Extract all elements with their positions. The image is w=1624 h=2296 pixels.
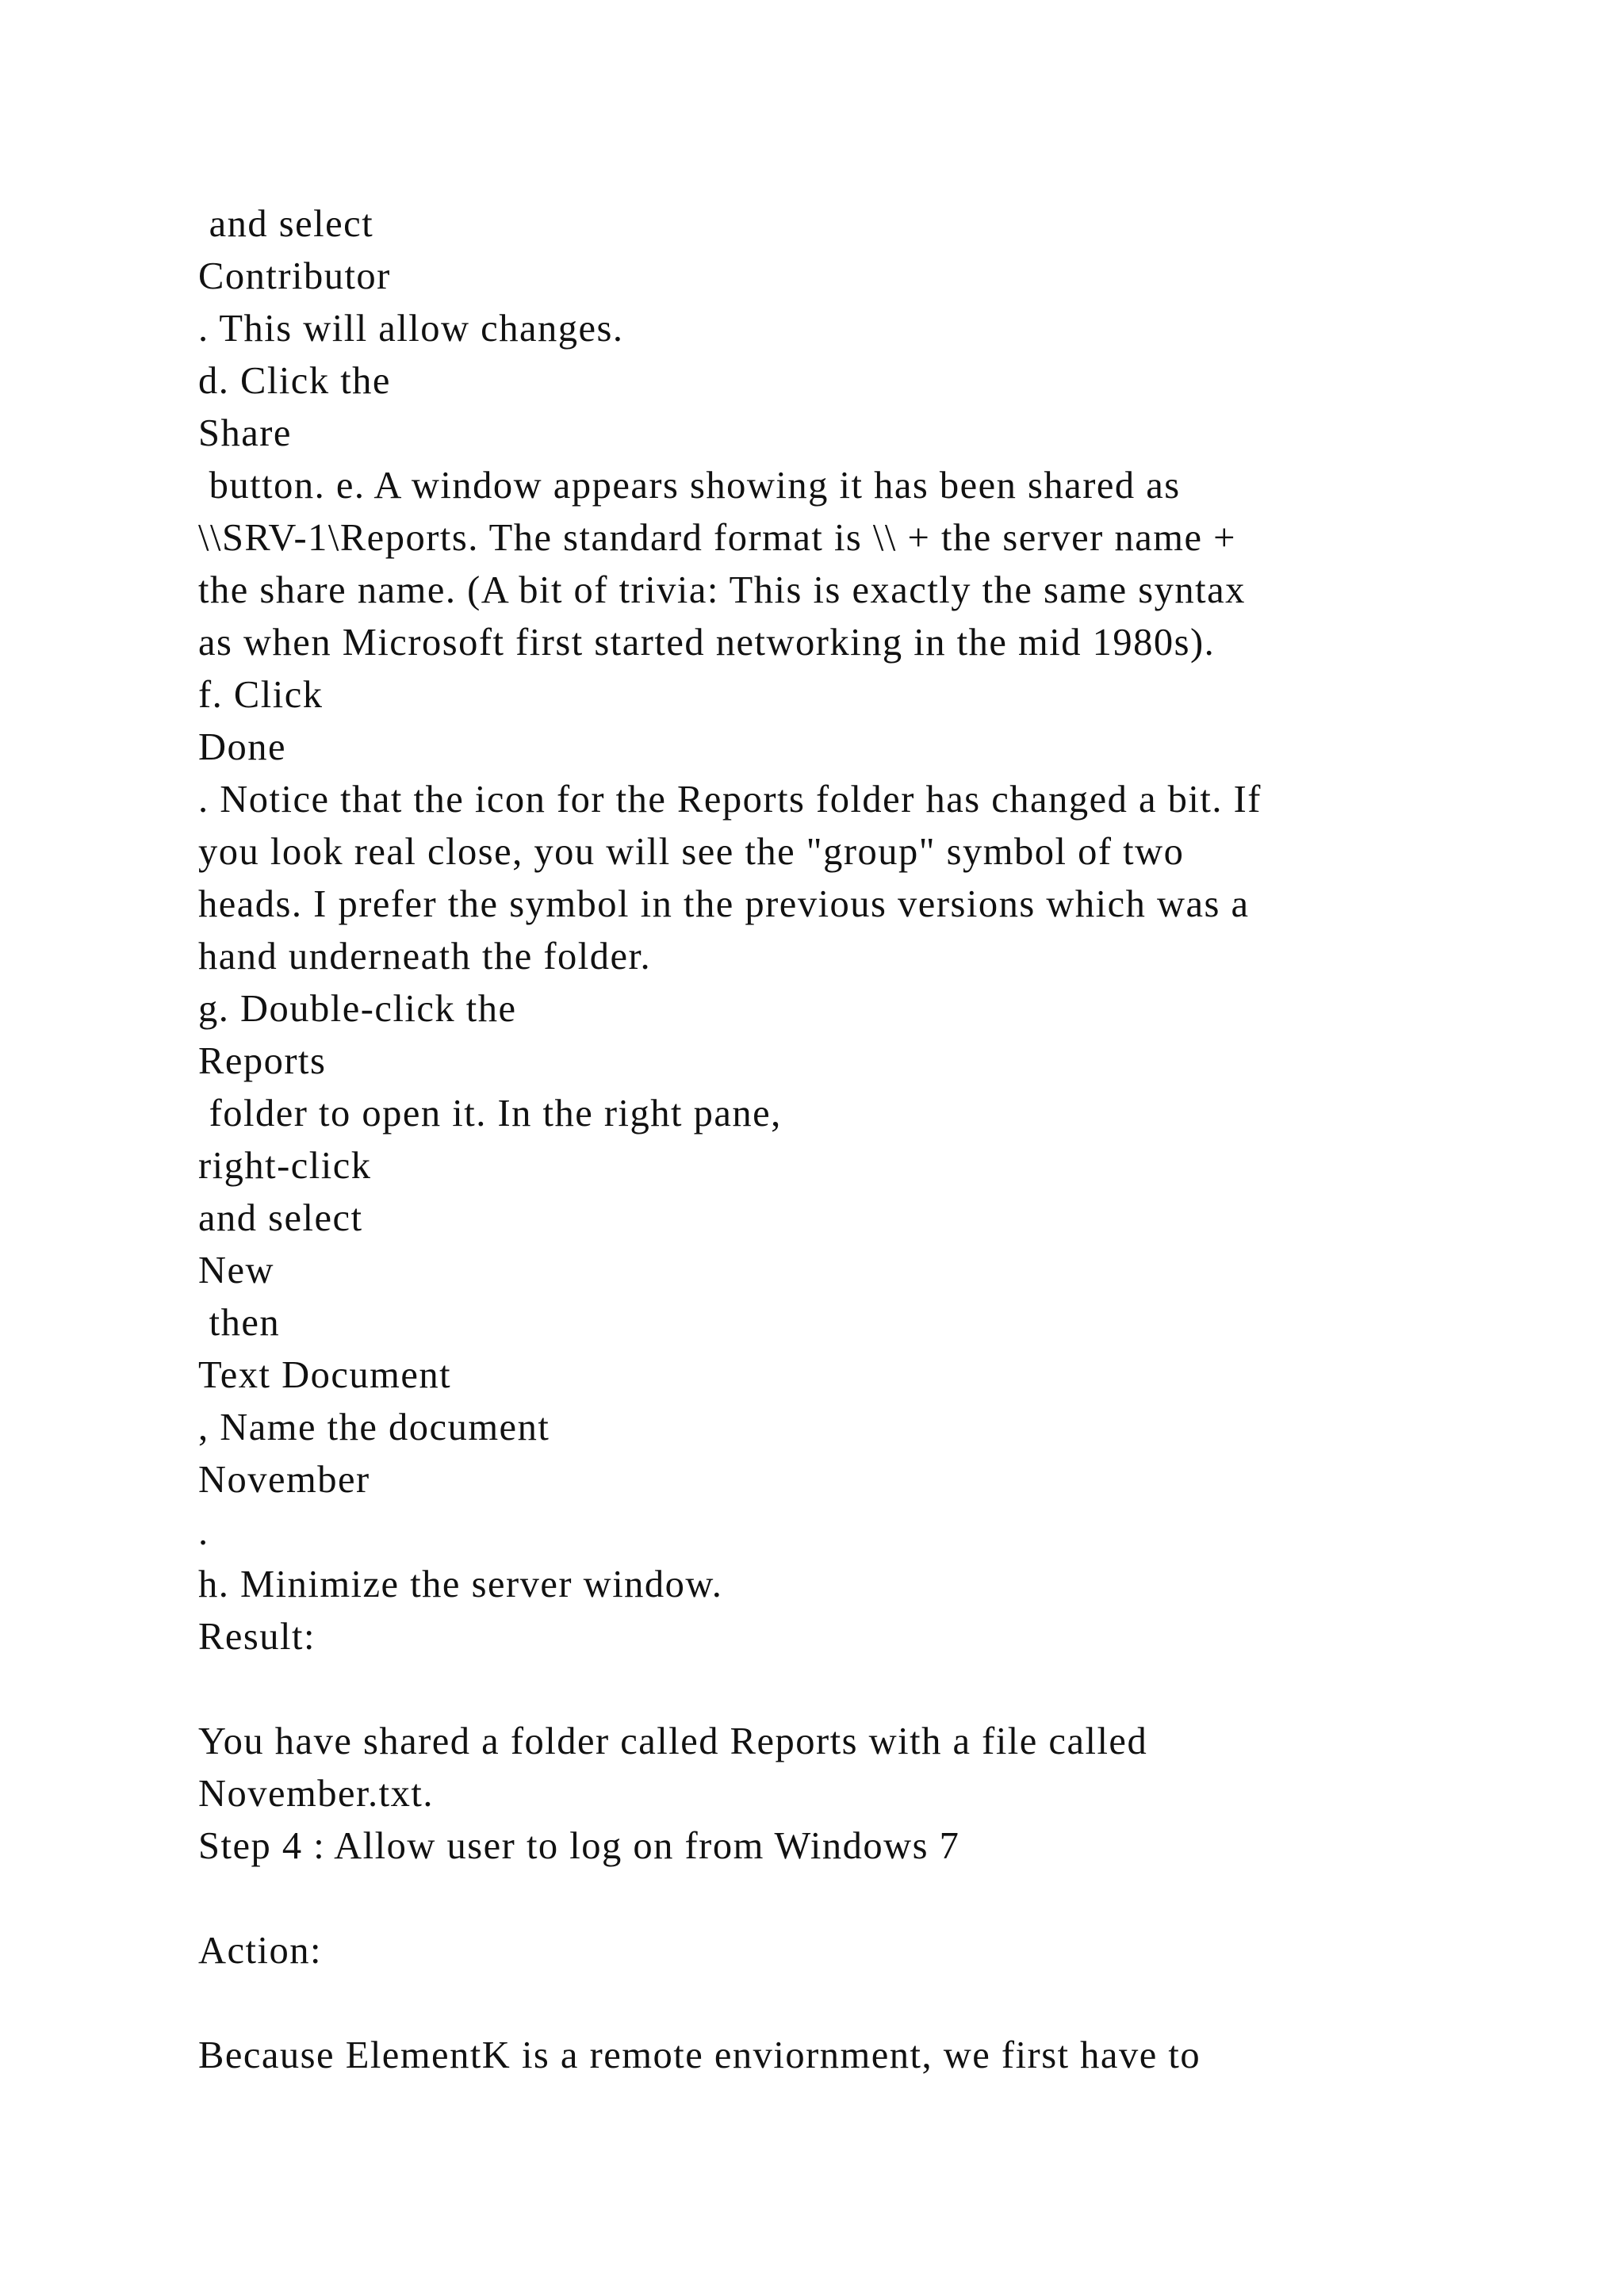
text-line: the share name. (A bit of trivia: This is exactly the same syntax: [198, 569, 1246, 611]
text-line: Done: [198, 726, 287, 768]
text-line: button. e. A window appears showing it has been shared as: [198, 465, 1181, 507]
text-line: and select: [198, 1197, 363, 1239]
text-line: Because ElementK is a remote enviornment, we first have to: [198, 2034, 1201, 2076]
text-line: heads. I prefer the symbol in the previous versions which was a: [198, 883, 1250, 925]
text-line: , Name the document: [198, 1406, 550, 1448]
text-line: h. Minimize the server window.: [198, 1563, 723, 1605]
text-line: . This will allow changes.: [198, 308, 624, 350]
text-line: . Notice that the icon for the Reports folder has changed a bit. If: [198, 779, 1262, 821]
text-line: right-click: [198, 1145, 372, 1187]
text-line: and select: [198, 203, 374, 245]
text-line: Step 4 : Allow user to log on from Windows 7: [198, 1825, 960, 1867]
text-line: [198, 1977, 1483, 2030]
text-line: Contributor: [198, 255, 391, 297]
text-line: [198, 1663, 1483, 1716]
text-line: November: [198, 1459, 370, 1501]
text-line: [198, 1873, 1483, 1925]
text-line: Reports: [198, 1040, 327, 1082]
text-line: Text Document: [198, 1354, 452, 1396]
text-line: folder to open it. In the right pane,: [198, 1093, 782, 1135]
text-line: Result:: [198, 1616, 316, 1658]
text-line: d. Click the: [198, 360, 391, 402]
text-line: You have shared a folder called Reports with a file called: [198, 1720, 1148, 1762]
text-line: \\SRV-1\Reports. The standard format is \\ + the server name +: [198, 517, 1236, 559]
text-line: Action:: [198, 1930, 322, 1972]
text-line: .: [198, 1511, 209, 1553]
text-line: g. Double-click the: [198, 988, 517, 1030]
text-line: f. Click: [198, 674, 324, 716]
text-line: Share: [198, 412, 292, 454]
text-line: as when Microsoft first started networking in the mid 1980s).: [198, 622, 1216, 664]
text-line: hand underneath the folder.: [198, 936, 652, 978]
document-body: [198, 198, 1483, 2082]
text-line: you look real close, you will see the "group" symbol of two: [198, 831, 1185, 873]
text-line: New: [198, 1249, 275, 1292]
text-line: November.txt.: [198, 1773, 434, 1815]
text-line: then: [198, 1302, 281, 1344]
